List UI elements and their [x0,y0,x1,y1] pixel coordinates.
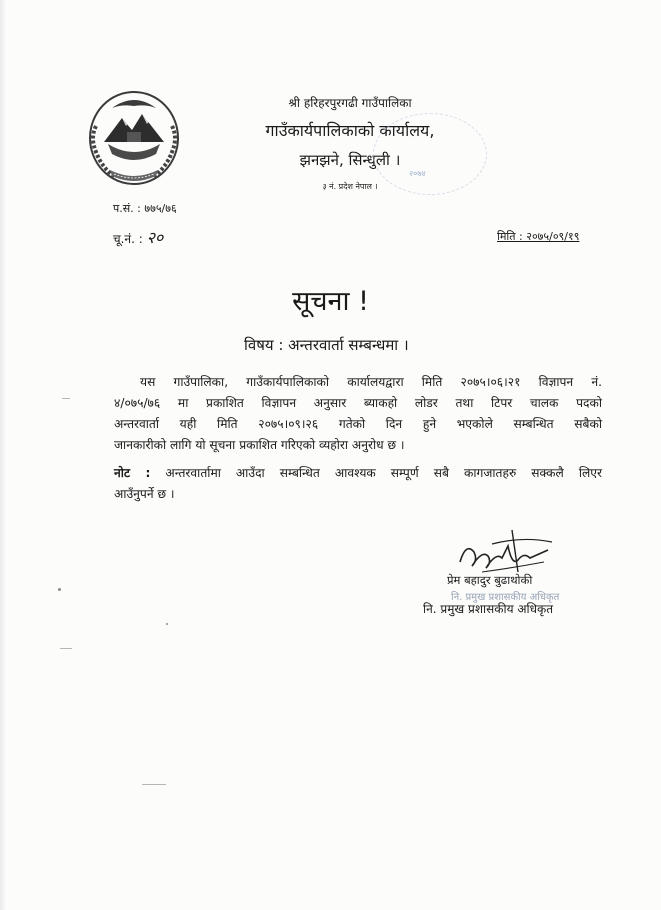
nepal-emblem-icon [84,86,184,190]
body-paragraph-line: जानकारीको लागि यो सूचना प्रकाशित गरिएको व्यहोरा अनुरोध छ । [114,438,405,452]
scan-mark [142,784,166,785]
notice-date: मिति : २०७५/०९/१९ [497,230,580,243]
province-name: ३ नं. प्रदेश नेपाल । [322,182,378,191]
note-text: अन्तरवार्तामा आउँदा सम्बन्धित आवश्यक सम्पूर्ण सबै कागजातहरु सक्कलै लिएर [150,466,602,480]
office-location: झनझने, सिन्धुली । [299,151,401,169]
body-paragraph-line: अन्तरवार्ता यही मिति २०७५।०९।२६ गतेको दिन हुने भएकोले सम्बन्धित सबैको [114,417,602,431]
scan-mark [60,648,72,649]
signatory-title: नि. प्रमुख प्रशासकीय अधिकृत [423,602,554,616]
signatory-stamp: नि. प्रमुख प्रशासकीय अधिकृत [451,592,560,603]
dispatch-number [113,226,163,248]
notice-subject: विषय : अन्तरवार्ता सम्बन्धमा । [244,336,409,354]
dispatch-label: चू.नं. : [113,232,147,246]
note-line [114,464,602,481]
municipality-name: श्री हरिहरपुरगढी गाउँपालिका [288,96,412,110]
scan-mark [62,398,70,399]
signatory-name: प्रेम बहादुर बुढाथोकी [447,573,533,587]
body-paragraph-line: ४/०७५/७६ मा प्रकाशित विज्ञापन अनुसार ब्याकहो लोडर तथा टिपर चालक पदको [114,396,602,410]
scan-speck [166,623,168,625]
notice-title: सूचना ! [292,286,369,317]
body-paragraph-line: यस गाउँपालिका, गाउँकार्यपालिकाको कार्यालयद्वारा मिति २०७५।०६।२१ विज्ञापन नं. [140,375,602,389]
scan-edge-shadow [0,0,6,910]
note-line: आउँनुपर्ने छ । [114,487,175,501]
office-name: गाउँकार्यपालिकाको कार्यालय, [265,121,435,140]
seal-year: २०७४ [409,169,426,178]
office-seal-stamp [373,113,487,195]
scan-speck [58,588,61,591]
dispatch-value: २० [146,228,164,247]
reference-number: प.सं. : ७७५/७६ [113,202,177,215]
note-label: नोट : [114,466,151,480]
